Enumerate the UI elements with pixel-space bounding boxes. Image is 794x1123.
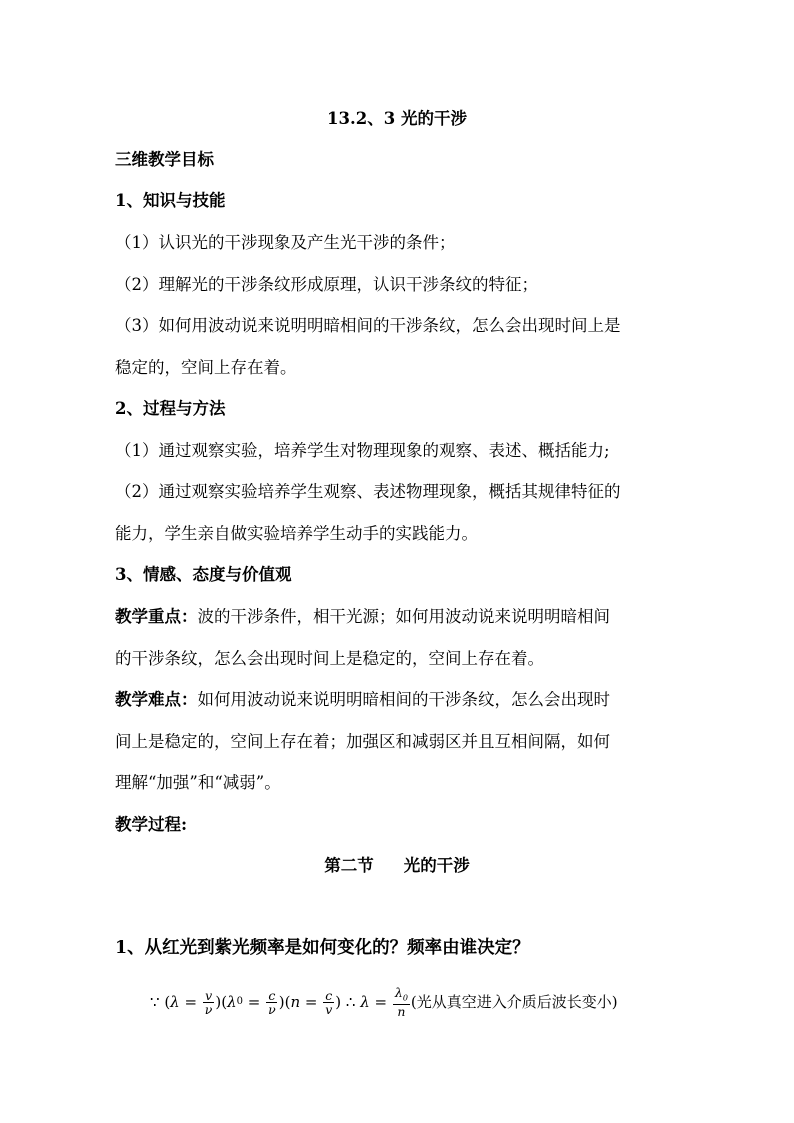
- section-knowledge: 1、知识与技能: [115, 191, 226, 210]
- difficulty-text-c: 理解“加强”和“减弱”。: [115, 773, 281, 792]
- section-name: 光的干涉: [403, 856, 470, 875]
- section-attitude: 3、情感、态度与价值观: [115, 565, 292, 584]
- knowledge-item-3b: 稳定的，空间上存在着。: [115, 358, 297, 377]
- fraction-v-over-nu: $\frac{v}{\nu}$: [204, 987, 213, 1017]
- section-number: 第二节: [324, 856, 374, 875]
- therefore-symbol: ∴: [345, 993, 356, 1011]
- section-heading: [0, 855, 794, 877]
- key-point-line-1: [115, 606, 610, 628]
- formula-note: (光从真空进入介质后波长变小): [410, 993, 618, 1011]
- page-title: 13.2、3 光的干涉: [327, 109, 467, 128]
- wavelength-formula: ∵ ( λ = $\frac{v}{\nu}$ )( λ 0 = $\frac{c}{\nu}$ )( n = $\frac{c}{v}$ ) ∴ λ = $\frac{\lambda_0}{n}$ (光从真空进入介质后波长变小): [150, 982, 618, 1022]
- key-point-text-b: 的干涉条纹，怎么会出现时间上是稳定的，空间上存在着。: [115, 649, 544, 668]
- teaching-process-heading: 教学过程:: [115, 815, 188, 834]
- heading-goals: 三维教学目标: [115, 150, 214, 169]
- fraction-c-over-v: $\frac{c}{v}$: [325, 987, 333, 1017]
- key-point-text-a: 波的干涉条件，相干光源；如何用波动说来说明明暗相间: [197, 607, 610, 626]
- difficulty-line-1: [115, 689, 610, 711]
- difficulty-label: 教学难点：: [115, 690, 198, 709]
- process-item-2a: （2）通过观察实验培养学生观察、表述物理现象，概括其规律特征的: [115, 482, 621, 501]
- because-symbol: ∵: [150, 993, 160, 1011]
- key-point-label: 教学重点：: [115, 607, 198, 626]
- knowledge-item-2: （2）理解光的干涉条纹形成原理，认识干涉条纹的特征；: [115, 275, 538, 294]
- difficulty-text-b: 间上是稳定的，空间上存在着；加强区和减弱区并且互相间隔，如何: [115, 732, 610, 751]
- knowledge-item-3a: （3）如何用波动说来说明明暗相间的干涉条纹，怎么会出现时间上是: [115, 316, 621, 335]
- difficulty-text-a: 如何用波动说来说明明暗相间的干涉条纹，怎么会出现时: [197, 690, 610, 709]
- process-item-2b: 能力，学生亲自做实验培养学生动手的实践能力。: [115, 524, 478, 543]
- knowledge-item-1: （1）认识光的干涉现象及产生光干涉的条件；: [115, 233, 456, 252]
- question-1: 1、从红光到紫光频率是如何变化的？频率由谁决定？: [115, 938, 530, 958]
- fraction-lambda0-over-n: $\frac{\lambda_0}{n}$: [394, 984, 408, 1020]
- process-item-1: （1）通过观察实验，培养学生对物理现象的观察、表述、概括能力;: [115, 441, 610, 460]
- fraction-c-over-nu: $\frac{c}{\nu}$: [268, 987, 276, 1017]
- section-process-method: 2、过程与方法: [115, 399, 226, 418]
